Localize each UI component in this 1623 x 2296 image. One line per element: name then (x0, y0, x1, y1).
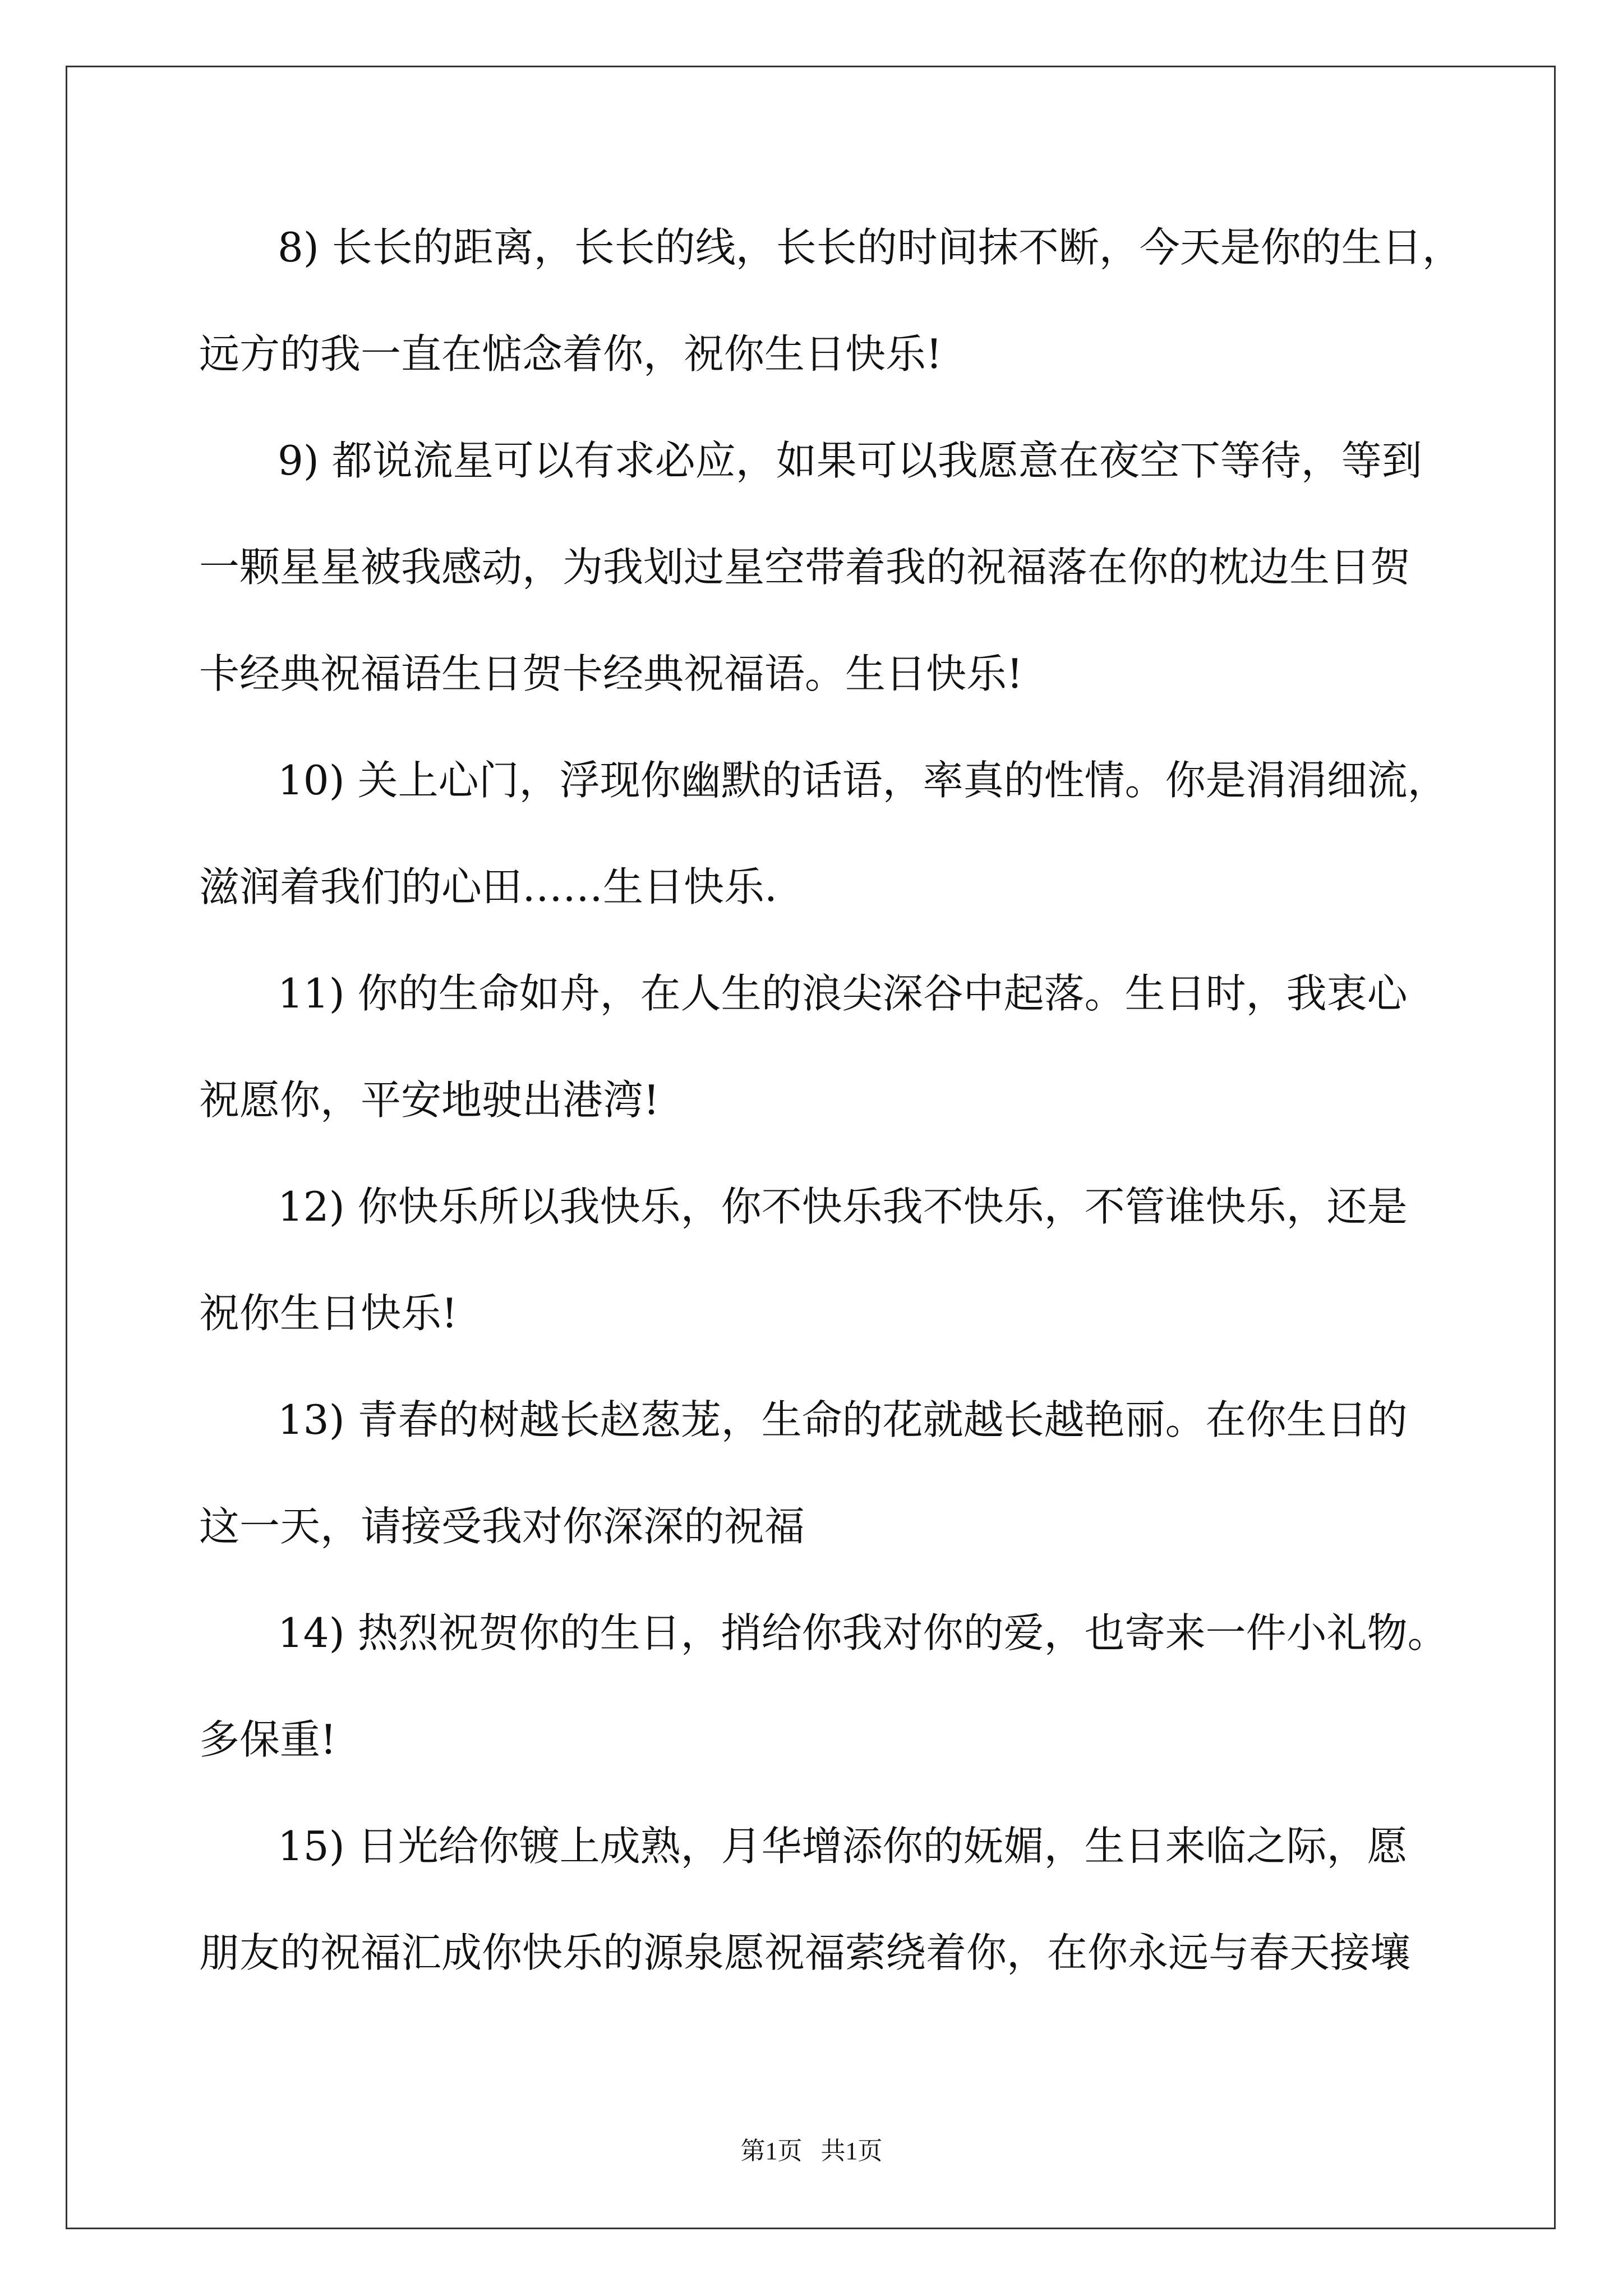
text-line: 滋润着我们的心田……生日快乐. (199, 863, 777, 910)
text-line: 11) 你的生命如舟，在人生的浪尖深谷中起落。生日时，我衷心 (278, 970, 1408, 1017)
text-line: 10) 关上心门，浮现你幽默的话语，率真的性情。你是涓涓细流， (278, 757, 1448, 804)
text-line: 祝你生日快乐! (199, 1290, 458, 1337)
text-line: 12) 你快乐所以我快乐，你不快乐我不快乐，不管谁快乐，还是 (278, 1183, 1408, 1230)
text-line: 这一天，请接受我对你深深的祝福 (199, 1503, 805, 1550)
page-number-footer: 第1页 共1页 (740, 2137, 883, 2165)
text-line: 9) 都说流星可以有求必应，如果可以我愿意在夜空下等待，等到 (278, 437, 1422, 484)
text-line: 多保重! (199, 1716, 336, 1763)
text-line: 8) 长长的距离，长长的线，长长的时间抹不断，今天是你的生日， (278, 224, 1463, 271)
text-line: 卡经典祝福语生日贺卡经典祝福语。生日快乐! (199, 650, 1023, 697)
text-line: 朋友的祝福汇成你快乐的源泉愿祝福萦绕着你，在你永远与春天接壤 (199, 1929, 1411, 1976)
page-border (66, 66, 1556, 2229)
text-line: 祝愿你，平安地驶出港湾! (199, 1076, 660, 1124)
text-line: 一颗星星被我感动，为我划过星空带着我的祝福落在你的枕边生日贺 (199, 544, 1411, 591)
text-line: 15) 日光给你镀上成熟，月华增添你的妩媚，生日来临之际，愿 (278, 1823, 1408, 1870)
text-line: 远方的我一直在惦念着你，祝你生日快乐! (199, 330, 942, 378)
text-line: 13) 青春的树越长赵葱茏，生命的花就越长越艳丽。在你生日的 (278, 1396, 1408, 1443)
text-line: 14) 热烈祝贺你的生日，捎给你我对你的爱，也寄来一件小礼物。 (278, 1609, 1448, 1657)
